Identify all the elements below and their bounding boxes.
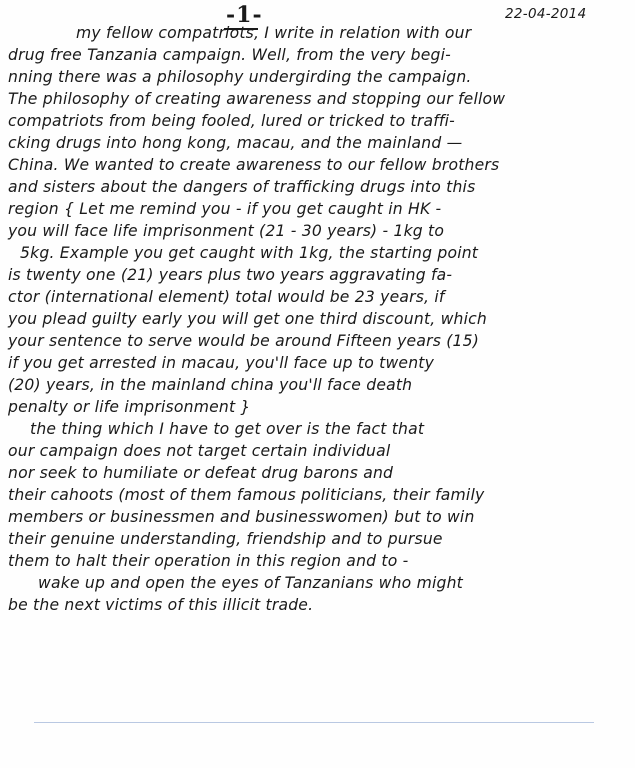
letter-line: if you get arrested in macau, you'll face up to twenty bbox=[8, 354, 435, 372]
letter-line: and sisters about the dangers of trafficking drugs into this bbox=[8, 178, 476, 196]
letter-line: (20) years, in the mainland china you'll face death bbox=[8, 376, 413, 394]
letter-line: compatriots from being fooled, lured or tricked to traffi- bbox=[8, 112, 455, 130]
letter-line: China. We wanted to create awareness to our fellow brothers bbox=[8, 156, 500, 174]
letter-line: them to halt their operation in this region and to - bbox=[8, 552, 409, 570]
letter-line: my fellow compatriots, I write in relation with our bbox=[76, 24, 472, 42]
letter-line: nor seek to humiliate or defeat drug barons and bbox=[8, 464, 394, 482]
letter-body bbox=[8, 22, 630, 616]
letter-line: penalty or life imprisonment } bbox=[8, 398, 251, 416]
letter-line: drug free Tanzania campaign. Well, from the very begi- bbox=[8, 46, 451, 64]
letter-line: your sentence to serve would be around Fifteen years (15) bbox=[8, 332, 480, 350]
letter-line: ctor (international element) total would be 23 years, if bbox=[8, 288, 445, 306]
letter-line: our campaign does not target certain individual bbox=[8, 442, 391, 460]
letter-line: be the next victims of this illicit trade. bbox=[8, 596, 314, 614]
letter-line: is twenty one (21) years plus two years aggravating fa- bbox=[8, 266, 453, 284]
letter-line: wake up and open the eyes of Tanzanians who might bbox=[38, 574, 463, 592]
letter-line: members or businessmen and businesswomen) but to win bbox=[8, 508, 475, 526]
letter-line: their genuine understanding, friendship and to pursue bbox=[8, 530, 443, 548]
letter-line: 5kg. Example you get caught with 1kg, the starting point bbox=[20, 244, 479, 262]
page-number: -1- bbox=[226, 2, 263, 28]
letter-date: 22-04-2014 bbox=[505, 6, 587, 22]
letter-line: cking drugs into hong kong, macau, and the mainland — bbox=[8, 134, 463, 152]
letter-line: their cahoots (most of them famous politicians, their family bbox=[8, 486, 485, 504]
ruled-line bbox=[34, 722, 594, 723]
letter-line: region { Let me remind you - if you get caught in HK - bbox=[8, 200, 442, 218]
letter-line: the thing which I have to get over is the fact that bbox=[30, 420, 425, 438]
letter-line: you plead guilty early you will get one third discount, which bbox=[8, 310, 488, 328]
letter-line: you will face life imprisonment (21 - 30 years) - 1kg to bbox=[8, 222, 445, 240]
letter-line: nning there was a philosophy undergirding the campaign. bbox=[8, 68, 472, 86]
letter-line: The philosophy of creating awareness and stopping our fellow bbox=[8, 90, 506, 108]
